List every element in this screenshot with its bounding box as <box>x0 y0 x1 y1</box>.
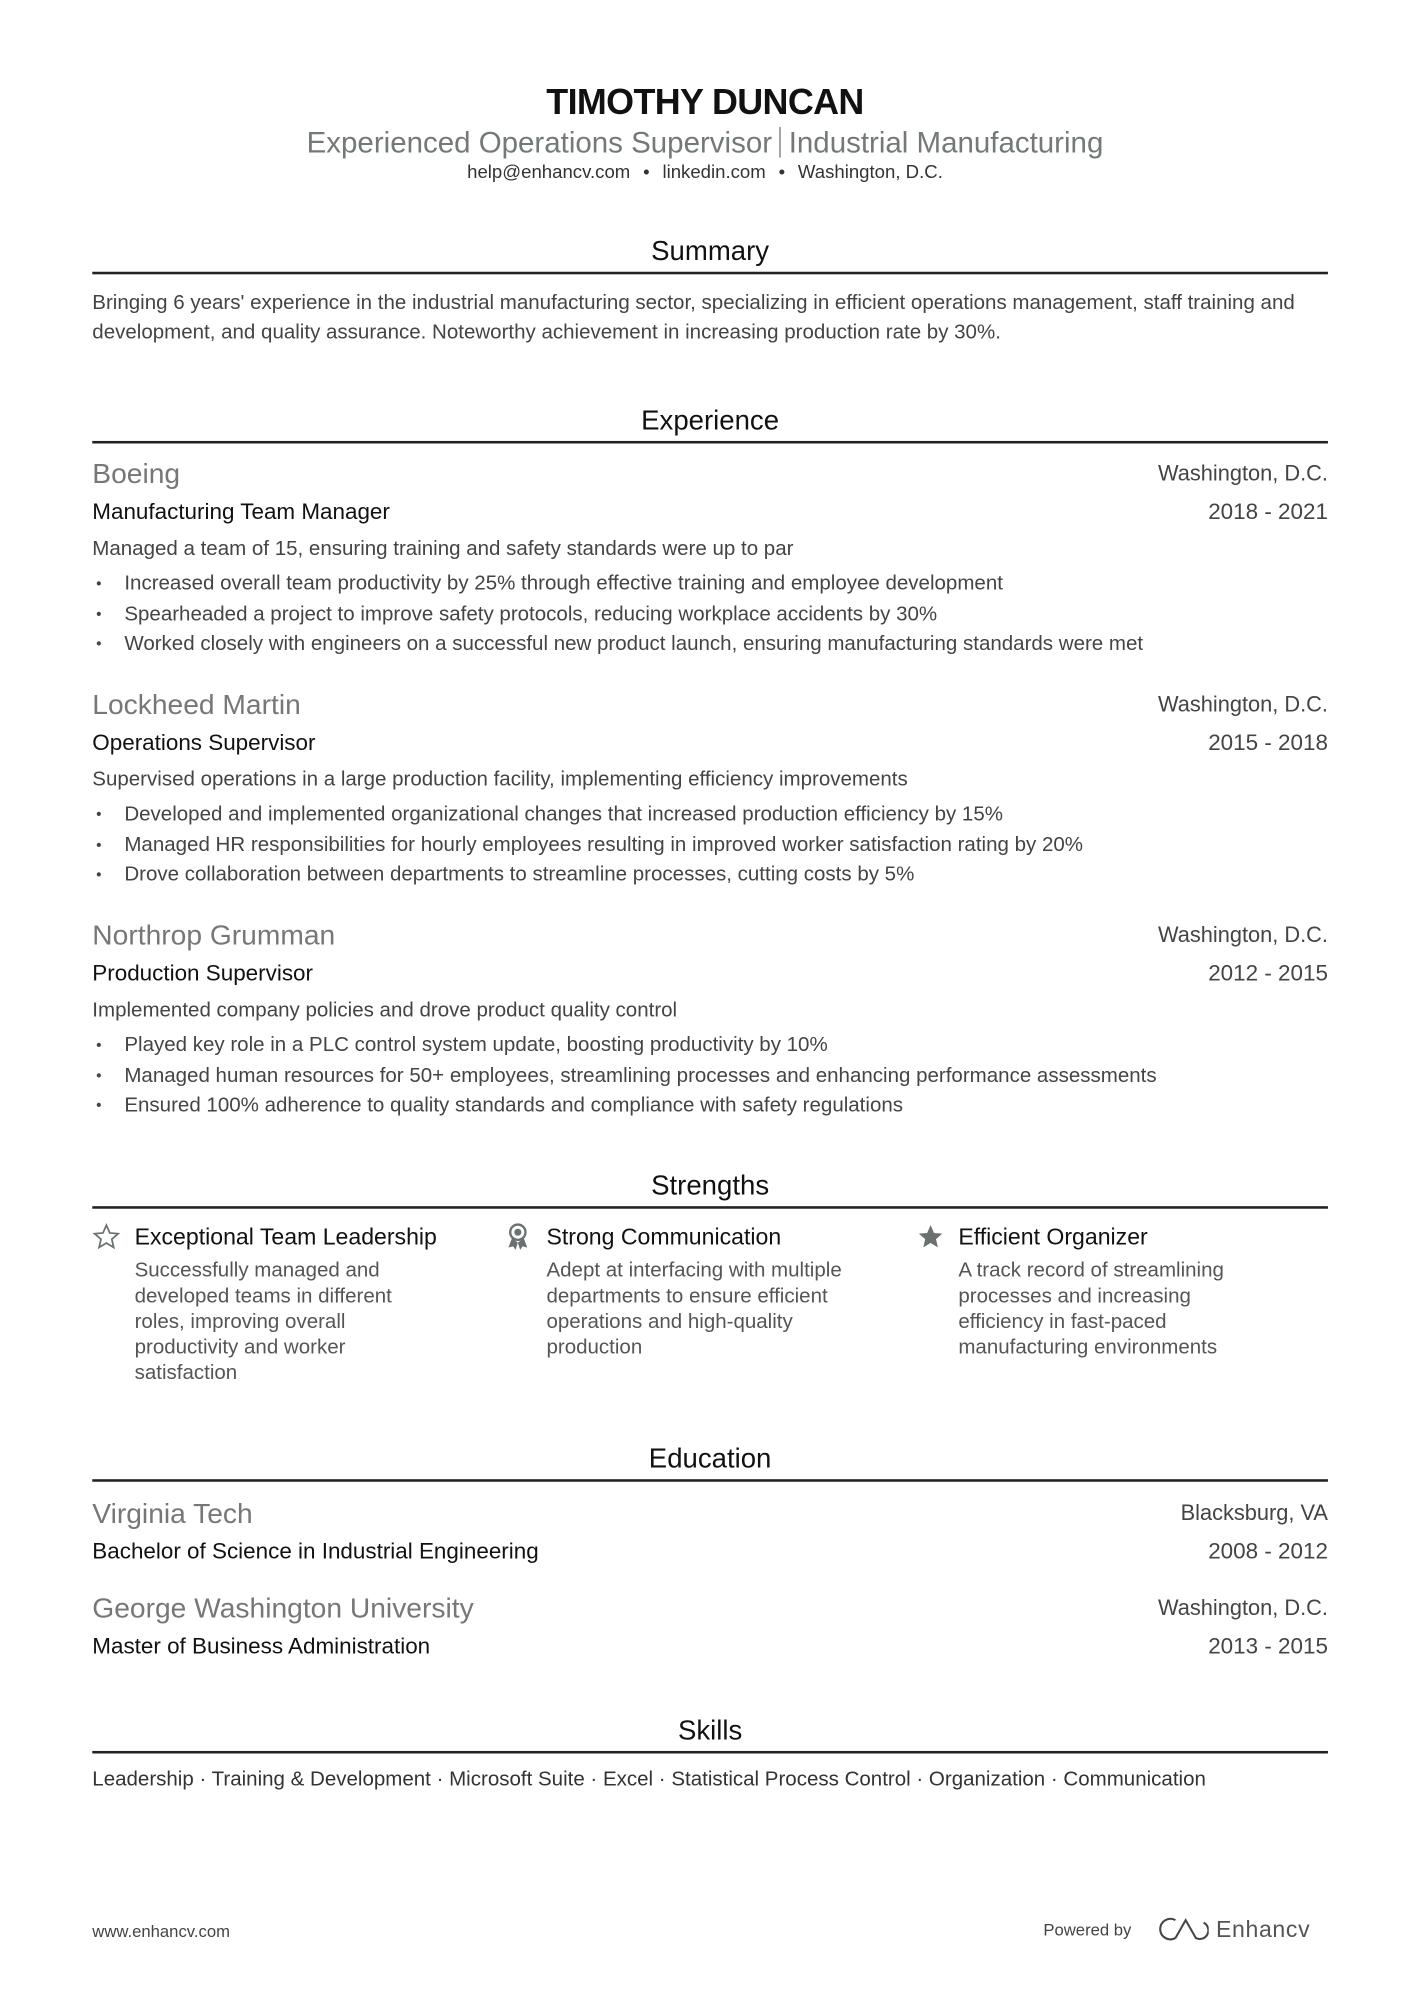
star-outline-icon <box>92 1219 134 1255</box>
job-dates: 2015 - 2018 <box>1208 728 1328 755</box>
job-dates: 2018 - 2021 <box>1208 497 1328 524</box>
job-bullets <box>92 800 1328 890</box>
bullet-item: • Managed HR responsibilities for hourly employees resulting in improved worker satisfaction rating by 20% <box>92 830 1328 860</box>
section-heading: Education <box>92 1439 1328 1481</box>
job-title: Manufacturing Team Manager <box>92 497 390 524</box>
education-section <box>92 1439 1328 1665</box>
title-left: Experienced Operations Supervisor <box>306 125 773 159</box>
strength-item <box>916 1219 1328 1387</box>
summary-text: Bringing 6 years' experience in the industrial manufacturing sector, specializing in efficient operations management, staff training and development, and quality assurance. Noteworthy achievement in increasing production rate by 30%. <box>92 292 1295 344</box>
section-heading: Skills <box>92 1711 1328 1753</box>
location: Washington, D.C. <box>797 162 943 184</box>
job-location: Washington, D.C. <box>1157 461 1328 486</box>
summary-section <box>92 232 1328 347</box>
company-name: Boeing <box>92 457 181 490</box>
section-heading: Experience <box>92 401 1328 443</box>
job-location: Washington, D.C. <box>1157 922 1328 948</box>
section-heading: Strengths <box>92 1166 1328 1208</box>
school-location: Blacksburg, VA <box>1180 1500 1328 1526</box>
award-icon <box>504 1219 546 1255</box>
bullet-item: • Ensured 100% adherence to quality standards and compliance with safety regulations <box>92 1091 1328 1121</box>
job-entry <box>92 687 1328 890</box>
strength-item <box>504 1219 916 1387</box>
job-description: Managed a team of 15, ensuring training and safety standards were up to par <box>92 538 794 561</box>
school-location: Washington, D.C. <box>1157 1595 1328 1621</box>
school-name: George Washington University <box>92 1591 474 1625</box>
job-entry <box>92 456 1328 659</box>
title-divider <box>780 127 781 158</box>
school-name: Virginia Tech <box>92 1497 253 1530</box>
strengths-section <box>92 1166 1328 1386</box>
enhancv-logo-icon <box>1157 1915 1208 1943</box>
experience-section <box>92 401 1328 1121</box>
degree: Bachelor of Science in Industrial Engineering <box>92 1537 539 1564</box>
job-title: Operations Supervisor <box>92 728 316 755</box>
title-right: Industrial Manufacturing <box>788 125 1104 159</box>
strength-title: Efficient Organizer <box>958 1224 1148 1250</box>
footer-branding <box>1043 1915 1310 1943</box>
job-entry <box>92 918 1328 1121</box>
bullet-item: • Developed and implemented organizational changes that increased production efficiency by 15% <box>92 800 1328 830</box>
strength-title: Strong Communication <box>546 1224 782 1250</box>
skills-section <box>92 1711 1328 1794</box>
skills-list: Leadership · Training & Development · Microsoft Suite · Excel · Statistical Process Control · Organization · Communication <box>92 1768 1206 1791</box>
job-dates: 2012 - 2015 <box>1208 959 1328 986</box>
bullet-item: • Played key role in a PLC control system update, boosting productivity by 10% <box>92 1031 1328 1061</box>
job-description: Implemented company policies and drove product quality control <box>92 999 678 1022</box>
star-filled-icon <box>916 1219 958 1255</box>
degree: Master of Business Administration <box>92 1632 431 1659</box>
section-heading: Summary <box>92 232 1328 274</box>
education-entry <box>92 1591 1328 1665</box>
education-entry <box>92 1496 1328 1570</box>
job-description: Supervised operations in a large production facility, implementing efficiency improvements <box>92 769 908 791</box>
enhancv-brand: Enhancv <box>1215 1915 1311 1942</box>
job-bullets <box>92 1031 1328 1121</box>
education-dates: 2013 - 2015 <box>1208 1632 1328 1659</box>
education-dates: 2008 - 2012 <box>1208 1537 1328 1564</box>
bullet-item: • Spearheaded a project to improve safety protocols, reducing workplace accidents by 30% <box>92 599 1328 629</box>
contact-info: help@enhancv.com • linkedin.com • Washington, D.C. <box>467 162 943 184</box>
footer-website[interactable]: www.enhancv.com <box>92 1921 230 1941</box>
strength-description: Successfully managed and developed teams in different roles, improving overall productivity and worker satisfaction <box>134 1260 392 1385</box>
job-bullets <box>92 569 1328 659</box>
strength-description: Adept at interfacing with multiple departments to ensure efficient operations and high-quality production <box>546 1260 842 1359</box>
strength-title: Exceptional Team Leadership <box>134 1224 437 1250</box>
bullet-item: • Increased overall team productivity by 25% through effective training and employee development <box>92 569 1328 599</box>
linkedin[interactable]: linkedin.com <box>662 162 766 184</box>
strength-item <box>92 1219 504 1387</box>
strength-description: A track record of streamlining processes and increasing efficiency in fast-paced manufacturing environments <box>958 1260 1224 1359</box>
candidate-title <box>0 123 1410 161</box>
bullet-item: • Worked closely with engineers on a successful new product launch, ensuring manufacturing standards were met <box>92 629 1328 659</box>
bullet-item: • Managed human resources for 50+ employees, streamlining processes and enhancing performance assessments <box>92 1061 1328 1091</box>
company-name: Lockheed Martin <box>92 688 301 721</box>
powered-by-label: Powered by <box>1043 1919 1132 1939</box>
company-name: Northrop Grumman <box>92 919 336 952</box>
job-title: Production Supervisor <box>92 959 313 986</box>
job-location: Washington, D.C. <box>1157 692 1328 717</box>
bullet-item: • Drove collaboration between departments to streamline processes, cutting costs by 5% <box>92 860 1328 890</box>
candidate-name: TIMOTHY DUNCAN <box>546 82 864 122</box>
email[interactable]: help@enhancv.com <box>467 162 631 184</box>
